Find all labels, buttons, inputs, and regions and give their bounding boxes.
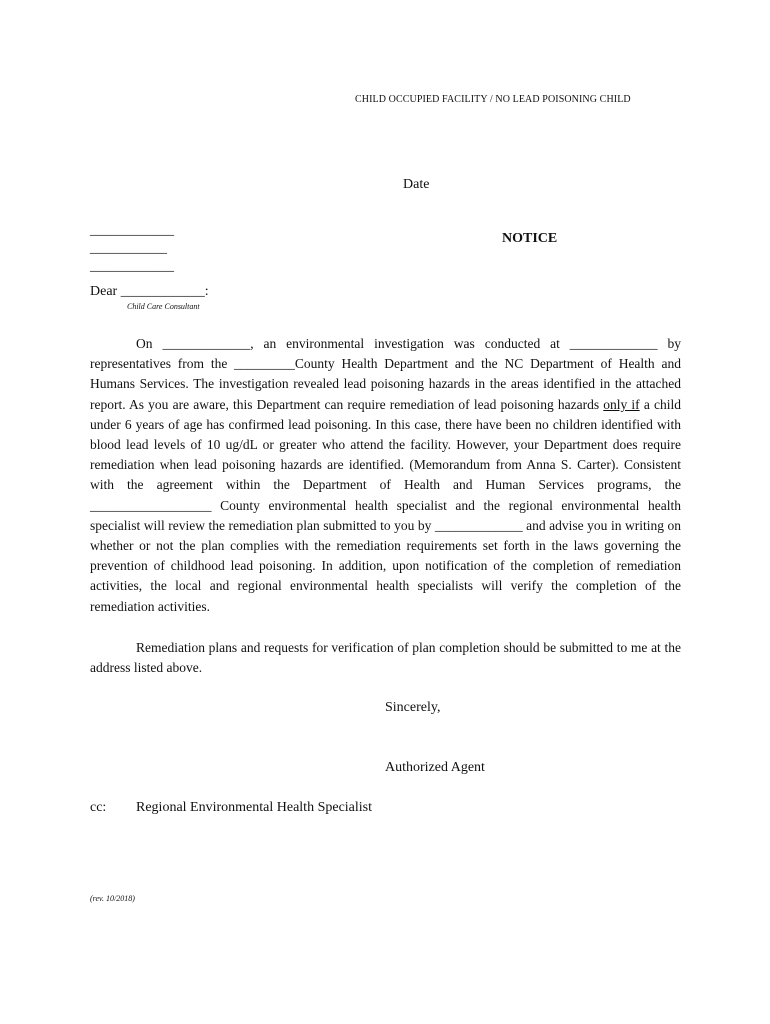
- revision-date: (rev. 10/2018): [90, 894, 135, 903]
- address-line-3: ____________: [90, 259, 174, 274]
- salutation-blank: ____________: [120, 284, 205, 299]
- closing: Sincerely,: [385, 700, 441, 715]
- paragraph1-part3: County environmental health specialist and the regional environmental health specialist will review the remediation plan submitted to you by _____________ and advise you in writing on whether or not the plan complies with the remediation requirements set forth in the laws governing the prevention of childhood lead poisoning. In addition, upon notification of the completion of remediation activities, the local and regional environmental health specialists will verify the completion of the remediation activities.: [90, 497, 681, 614]
- salutation-colon: :: [204, 284, 209, 299]
- notice-title: NOTICE: [502, 231, 558, 246]
- cc-recipient: Regional Environmental Health Specialist: [136, 800, 372, 815]
- salutation-dear: Dear: [90, 284, 118, 299]
- signature-title: Authorized Agent: [385, 760, 485, 775]
- paragraph2-text: Remediation plans and requests for verification of plan completion should be submitted to me at the address listed above.: [90, 640, 681, 676]
- paragraph-investigation: [90, 334, 681, 617]
- address-line-1: ____________: [90, 223, 174, 238]
- paragraph1-emphasis: only if: [603, 396, 640, 412]
- paragraph1-blank: __________________: [90, 497, 212, 513]
- date-label: Date: [403, 177, 430, 192]
- address-line-2: ___________: [90, 241, 167, 256]
- paragraph-remediation: [90, 638, 681, 678]
- form-header: CHILD OCCUPIED FACILITY / NO LEAD POISONING CHILD: [355, 94, 631, 105]
- salutation: [90, 284, 209, 300]
- paragraph1-part2: a child under 6 years of age has confirmed lead poisoning. In this case, there have been no children identified with blood lead levels of 10 ug/dL or greater who attend the facility. However, your Department does require remediation when lead poisoning hazards are identified. (Memorandum from Anna S. Carter). Consistent with the agreement within the Department of Health and Human Services programs, the: [90, 396, 681, 493]
- cc-label: cc:: [90, 800, 107, 815]
- paragraph1-part1: On _____________, an environmental investigation was conducted at _____________ by representatives from the _________County Health Department and the NC Department of Health and Humans Services. The investigation revealed lead poisoning hazards in the areas identified in the attached report. As you are aware, this Department can require remediation of lead poisoning hazards: [90, 336, 681, 412]
- consultant-role: Child Care Consultant: [127, 302, 200, 311]
